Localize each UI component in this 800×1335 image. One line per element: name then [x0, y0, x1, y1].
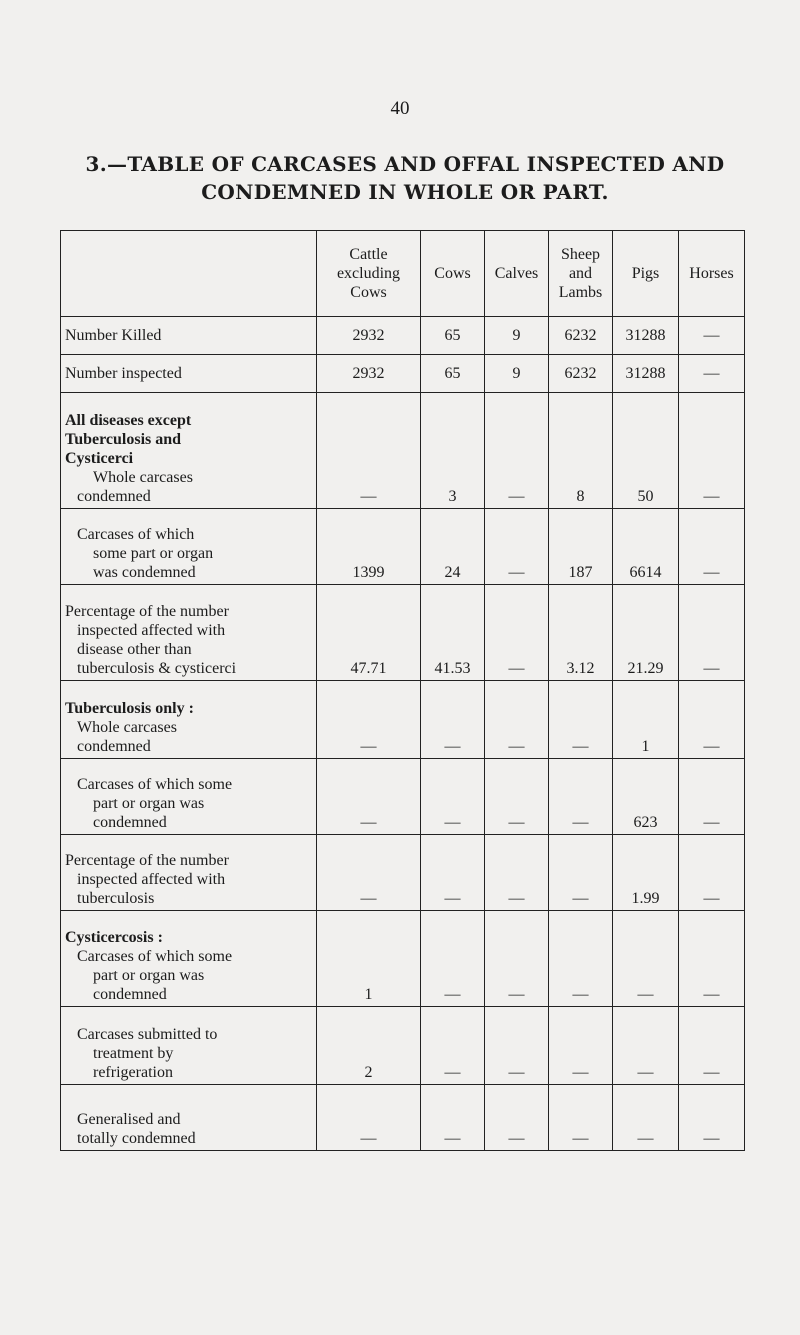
page-title [40, 150, 770, 206]
cell: — [485, 1007, 549, 1085]
cell: 50 [613, 393, 679, 509]
cell: 1 [613, 681, 679, 759]
cell: — [549, 911, 613, 1007]
cell: — [485, 911, 549, 1007]
cell: — [549, 759, 613, 835]
row-label: Number Killed [61, 317, 317, 355]
row-label: Cysticercosis : Carcases of which some part or organ was condemned [61, 911, 317, 1007]
row-label: Carcases of which some part or organ was condemned [61, 759, 317, 835]
row-label: Number inspected [61, 355, 317, 393]
cell: — [549, 835, 613, 911]
cell: — [421, 911, 485, 1007]
cell: — [679, 681, 745, 759]
cell: — [485, 759, 549, 835]
cell: 47.71 [317, 585, 421, 681]
cell: — [679, 355, 745, 393]
table-row [61, 1007, 745, 1085]
table-row [61, 509, 745, 585]
cell: — [421, 681, 485, 759]
cell: — [679, 1085, 745, 1151]
row-label: Carcases submitted to treatment by refrigeration [61, 1007, 317, 1085]
cell: — [679, 585, 745, 681]
cell: 6232 [549, 355, 613, 393]
cell: 21.29 [613, 585, 679, 681]
cell: 9 [485, 317, 549, 355]
cell: — [679, 317, 745, 355]
table-row [61, 585, 745, 681]
section-heading: Tuberculosis only : [65, 700, 194, 717]
page-number: 40 [390, 98, 410, 119]
cell: 65 [421, 317, 485, 355]
cell: 65 [421, 355, 485, 393]
cell: 24 [421, 509, 485, 585]
section-heading: Cysticercosis : [65, 929, 163, 946]
table-row [61, 317, 745, 355]
cell: — [549, 1007, 613, 1085]
cell: — [549, 1085, 613, 1151]
row-label: Percentage of the number inspected affected with disease other than tuberculosis & cysticerci [61, 585, 317, 681]
cell: 187 [549, 509, 613, 585]
cell: — [485, 509, 549, 585]
cell: 41.53 [421, 585, 485, 681]
title-line-1: 3.—TABLE OF CARCASES AND OFFAL INSPECTED AND [85, 152, 725, 176]
cell: — [679, 393, 745, 509]
cell: — [549, 681, 613, 759]
header-row [61, 231, 745, 317]
cell: — [485, 681, 549, 759]
cell: — [679, 911, 745, 1007]
cell: 2932 [317, 317, 421, 355]
table-row [61, 911, 745, 1007]
row-label: Generalised and totally condemned [61, 1085, 317, 1151]
cell: — [485, 585, 549, 681]
cell: — [317, 681, 421, 759]
header-calves: Calves [485, 231, 549, 317]
cell: 6232 [549, 317, 613, 355]
cell: — [421, 835, 485, 911]
cell: — [613, 911, 679, 1007]
header-blank [61, 231, 317, 317]
cell: 9 [485, 355, 549, 393]
cell: — [679, 509, 745, 585]
cell: 8 [549, 393, 613, 509]
cell: — [679, 759, 745, 835]
cell: — [485, 1085, 549, 1151]
cell: 1.99 [613, 835, 679, 911]
cell: — [421, 1007, 485, 1085]
cell: 3.12 [549, 585, 613, 681]
title-line-2: CONDEMNED IN WHOLE OR PART. [201, 180, 609, 204]
table-row [61, 393, 745, 509]
cell: 3 [421, 393, 485, 509]
cell: — [421, 759, 485, 835]
row-label: All diseases except Tuberculosis and Cysticerci Whole carcases condemned [61, 393, 317, 509]
cell: — [485, 835, 549, 911]
cell: 623 [613, 759, 679, 835]
section-heading: All diseases except [65, 412, 192, 429]
row-label: Carcases of which some part or organ was condemned [61, 509, 317, 585]
cell: 1399 [317, 509, 421, 585]
row-label: Percentage of the number inspected affected with tuberculosis [61, 835, 317, 911]
header-pigs: Pigs [613, 231, 679, 317]
cell: — [485, 393, 549, 509]
table-row [61, 759, 745, 835]
cell: 1 [317, 911, 421, 1007]
table-row [61, 355, 745, 393]
header-cows: Cows [421, 231, 485, 317]
cell: — [317, 835, 421, 911]
table-row [61, 681, 745, 759]
cell: — [421, 1085, 485, 1151]
cell: — [317, 1085, 421, 1151]
header-cattle: Cattle excluding Cows [317, 231, 421, 317]
table-row [61, 835, 745, 911]
cell: — [679, 1007, 745, 1085]
cell: — [679, 835, 745, 911]
header-horses: Horses [679, 231, 745, 317]
header-sheep: Sheep and Lambs [549, 231, 613, 317]
table-row [61, 1085, 745, 1151]
cell: 2 [317, 1007, 421, 1085]
row-label: Tuberculosis only : Whole carcases condemned [61, 681, 317, 759]
cell: 31288 [613, 355, 679, 393]
carcase-table [60, 230, 745, 1151]
cell: — [317, 759, 421, 835]
cell: 2932 [317, 355, 421, 393]
cell: — [613, 1085, 679, 1151]
cell: 31288 [613, 317, 679, 355]
cell: — [613, 1007, 679, 1085]
cell: — [317, 393, 421, 509]
cell: 6614 [613, 509, 679, 585]
